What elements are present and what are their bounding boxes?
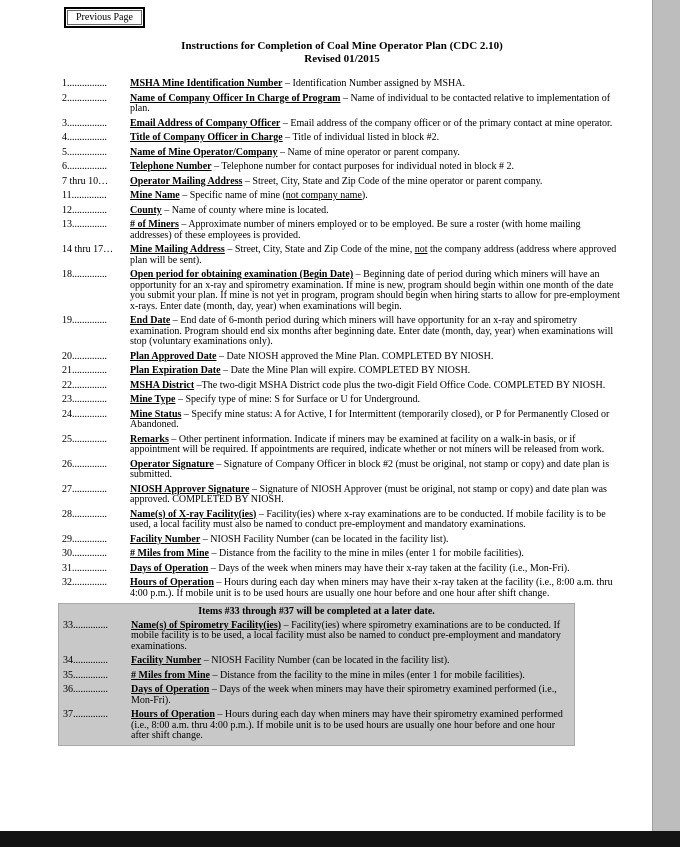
item-text bbox=[130, 206, 622, 217]
instruction-item bbox=[62, 220, 622, 241]
item-description: – Identification Number assigned by MSHA. bbox=[282, 78, 465, 89]
item-term: Hours of Operation bbox=[130, 577, 214, 588]
item-number: 5................ bbox=[62, 147, 107, 158]
item-text bbox=[130, 352, 622, 363]
document-subtitle: Revised 01/2015 bbox=[304, 53, 380, 65]
item-text bbox=[130, 316, 622, 348]
item-term: Operator Mailing Address bbox=[130, 175, 243, 187]
instruction-item bbox=[62, 485, 622, 506]
item-description: – Other pertinent information. Indicate if miners may be examined at facility on a walk-in basis, or if appointment will be required. If appointments are required, indicate whether or not miners will be released from work. bbox=[130, 433, 605, 455]
instruction-list bbox=[62, 79, 622, 599]
item-term: Mine Mailing Address bbox=[130, 244, 225, 255]
item-term: Telephone Number bbox=[130, 161, 212, 172]
item-number: 3................ bbox=[62, 118, 107, 129]
item-text bbox=[130, 578, 622, 599]
item-term: Facility Number bbox=[131, 655, 202, 666]
instruction-item bbox=[63, 621, 570, 653]
item-term: End Date bbox=[130, 315, 171, 326]
item-description: ). bbox=[361, 190, 368, 201]
item-description: – Days of the week when miners may have their x-ray taken at the facility (i.e., Mon-Fri). bbox=[208, 562, 570, 574]
instruction-item bbox=[62, 564, 622, 575]
item-text bbox=[130, 133, 622, 144]
item-term: Name of Mine Operator/Company bbox=[130, 146, 278, 158]
instruction-item bbox=[62, 206, 622, 217]
item-term: # of Miners bbox=[130, 219, 179, 230]
item-number: 6................ bbox=[62, 162, 107, 172]
item-number: 20.............. bbox=[62, 351, 107, 362]
item-term: Hours of Operation bbox=[131, 709, 215, 720]
item-text bbox=[130, 177, 622, 188]
instruction-item bbox=[62, 191, 622, 202]
item-description: – Specific name of mine ( bbox=[179, 190, 286, 201]
item-number: 33.............. bbox=[63, 620, 108, 631]
item-term: # Miles from Mine bbox=[130, 548, 209, 559]
item-number: 30.............. bbox=[62, 549, 107, 559]
item-number: 22.............. bbox=[62, 380, 107, 391]
item-number: 11.............. bbox=[62, 191, 107, 201]
item-description: – End date of 6-month period during which miners will have opportunity for an x-ray and spirometry examination. Program should end six months after beginning date. Enter date (month, day, year) when examinations will stop (voluntary examinations only). bbox=[130, 315, 614, 347]
item-description: – Name of county where mine is located. bbox=[161, 204, 329, 216]
previous-page-button[interactable] bbox=[64, 7, 145, 28]
item-term: Mine Type bbox=[130, 394, 176, 405]
item-number: 19.............. bbox=[62, 316, 107, 326]
item-number: 12.............. bbox=[62, 205, 107, 216]
item-text bbox=[130, 381, 622, 392]
item-term: Email Address of Company Officer bbox=[130, 117, 281, 129]
right-gutter bbox=[652, 0, 680, 847]
instruction-item bbox=[62, 435, 622, 456]
instruction-item bbox=[62, 177, 622, 188]
instruction-item bbox=[62, 549, 622, 560]
item-number: 26.............. bbox=[62, 459, 107, 470]
item-term: # Miles from Mine bbox=[131, 669, 210, 681]
item-text bbox=[130, 510, 622, 531]
item-number: 32.............. bbox=[62, 578, 107, 588]
item-text bbox=[130, 148, 622, 159]
item-description: – Name of individual to be contacted relative to implementation of plan. bbox=[130, 92, 611, 114]
item-number: 24.............. bbox=[62, 409, 107, 420]
item-text bbox=[131, 656, 570, 667]
item-text bbox=[130, 435, 622, 456]
item-text bbox=[130, 564, 622, 575]
instruction-item bbox=[62, 352, 622, 363]
item-number: 18.............. bbox=[62, 270, 107, 280]
instruction-item bbox=[63, 656, 570, 667]
item-description: – Specify mine status: A for Active, I for Intermittent (temporarily closed), or P for Permanently Closed or Abandoned. bbox=[130, 408, 610, 430]
item-number: 27.............. bbox=[62, 484, 107, 495]
item-number: 25.............. bbox=[62, 434, 107, 445]
item-term: MSHA District bbox=[130, 379, 195, 391]
item-term: Mine Name bbox=[130, 190, 180, 201]
item-description: – Approximate number of miners employed or to be employed. Be sure a roster (with home mailing addresses) of these employees is provided. bbox=[130, 219, 581, 241]
item-description: – Date the Mine Plan will expire. COMPLETED BY NIOSH. bbox=[220, 365, 471, 376]
item-term: Name of Company Officer In Charge of Program bbox=[130, 92, 341, 104]
instruction-item bbox=[62, 535, 622, 546]
item-term: Remarks bbox=[130, 433, 169, 445]
item-term: Name(s) of X-ray Facility(ies) bbox=[130, 508, 257, 520]
instruction-item bbox=[63, 685, 570, 706]
item-text bbox=[131, 671, 570, 682]
item-description: – Email address of the company officer or of the primary contact at mine operator. bbox=[280, 117, 613, 129]
item-number: 7 thru 10… bbox=[62, 176, 109, 187]
item-term: Operator Signature bbox=[130, 458, 214, 470]
item-number: 34.............. bbox=[63, 656, 108, 666]
item-text bbox=[130, 395, 622, 406]
item-term: Open period for obtaining examination (Begin Date) bbox=[130, 269, 354, 280]
item-text bbox=[131, 685, 570, 706]
item-term: Days of Operation bbox=[130, 562, 209, 574]
item-number: 21.............. bbox=[62, 366, 107, 376]
item-number: 29.............. bbox=[62, 534, 107, 545]
item-term: Days of Operation bbox=[131, 684, 210, 695]
item-text bbox=[130, 245, 622, 266]
item-description: –The two-digit MSHA District code plus the two-digit Field Office Code. COMPLETED BY NIOSH. bbox=[194, 379, 606, 391]
item-number: 4................ bbox=[62, 133, 107, 143]
instruction-item bbox=[62, 245, 622, 266]
document-body bbox=[62, 79, 622, 746]
item-description: not company name bbox=[285, 190, 362, 201]
document-title: Instructions for Completion of Coal Mine Operator Plan (CDC 2.10) bbox=[181, 40, 503, 52]
instruction-item bbox=[62, 119, 622, 130]
item-text bbox=[131, 710, 570, 742]
item-description: – NIOSH Facility Number (can be located in the facility list). bbox=[200, 533, 449, 545]
item-text bbox=[130, 366, 622, 377]
item-text bbox=[130, 79, 622, 90]
item-term: Plan Expiration Date bbox=[130, 365, 221, 376]
item-term: Facility Number bbox=[130, 533, 201, 545]
item-number: 35.............. bbox=[63, 670, 108, 681]
instruction-item bbox=[62, 578, 622, 599]
item-text bbox=[130, 270, 622, 312]
item-description: – Facility(ies) where x-ray examinations are to be conducted. If mobile facility is to be used, a local facility must also be named to conduct pre-employment and mandatory examinations. bbox=[130, 508, 606, 530]
previous-page-button-label[interactable]: Previous Page bbox=[67, 10, 142, 25]
instruction-item bbox=[62, 270, 622, 312]
item-text bbox=[130, 220, 622, 241]
item-text bbox=[130, 549, 622, 560]
item-number: 36.............. bbox=[63, 685, 108, 695]
item-text bbox=[130, 460, 622, 481]
item-text bbox=[130, 191, 622, 202]
item-term: NIOSH Approver Signature bbox=[130, 483, 250, 495]
item-text bbox=[130, 410, 622, 431]
instruction-item bbox=[62, 410, 622, 431]
item-description: – Distance from the facility to the mine in miles (enter 1 for mobile facilities). bbox=[208, 548, 524, 559]
item-description: not bbox=[414, 244, 428, 255]
instruction-item bbox=[62, 162, 622, 173]
item-description: – Facility(ies) where spirometry examinations are to be conducted. If mobile facility is to be used, a local facility must also be named to conduct pre-employment and mandatory examinations. bbox=[131, 619, 561, 652]
item-term: MSHA Mine Identification Number bbox=[130, 78, 283, 89]
item-term: County bbox=[130, 204, 162, 216]
instruction-item bbox=[62, 148, 622, 159]
item-number: 23.............. bbox=[62, 395, 107, 405]
instruction-item bbox=[62, 79, 622, 90]
item-term: Mine Status bbox=[130, 408, 182, 420]
item-description: the company address (address where approved plan will be sent). bbox=[130, 244, 617, 266]
item-description: – Beginning date of period during which miners will have an opportunity for an x-ray and spirometry examination. If mine is new, program should begin within one month of the date you submit your plan. If mine is not yet in program, program should begin when hiring starts to allow for pre-employment x-rays. Enter date (month, day, year) when examinations will begin. bbox=[130, 269, 620, 312]
item-number: 1................ bbox=[62, 79, 107, 89]
item-text bbox=[130, 162, 622, 173]
instruction-item bbox=[62, 395, 622, 406]
item-number: 31.............. bbox=[62, 563, 107, 574]
item-text bbox=[130, 94, 622, 115]
item-description: – Distance from the facility to the mine in miles (enter 1 for mobile facilities). bbox=[209, 669, 525, 681]
item-description: – Signature of NIOSH Approver (must be original, not stamp or copy) and date plan was approved. COMPLETED BY NIOSH. bbox=[130, 483, 607, 505]
instruction-item bbox=[63, 671, 570, 682]
instruction-item bbox=[62, 510, 622, 531]
item-description: – Hours during each day when miners may have their spirometry examined performed (i.e., 8:00 a.m. thru 4:00 p.m.). If mobile unit is to be used hours are usually one hour before and one hour after shift change. bbox=[131, 709, 563, 741]
item-description: – Days of the week when miners may have their spirometry examined performed (i.e., Mon-Fri). bbox=[131, 684, 557, 706]
item-number: 13.............. bbox=[62, 220, 107, 230]
later-date-notice: Items #33 through #37 will be completed at a later date. bbox=[198, 606, 435, 617]
item-text bbox=[130, 535, 622, 546]
later-items-section bbox=[58, 603, 575, 746]
instruction-item bbox=[62, 381, 622, 392]
item-description: – Specify type of mine: S for Surface or U for Underground. bbox=[175, 394, 420, 405]
item-number: 28.............. bbox=[62, 509, 107, 520]
item-term: Plan Approved Date bbox=[130, 350, 217, 362]
item-number: 37.............. bbox=[63, 710, 108, 720]
instruction-item bbox=[62, 94, 622, 115]
instruction-item bbox=[62, 366, 622, 377]
later-items-list bbox=[63, 621, 570, 742]
item-description: – Street, City, State and Zip Code of the mine operator or parent company. bbox=[242, 175, 543, 187]
item-description: – Name of mine operator or parent company. bbox=[277, 146, 460, 158]
item-number: 2................ bbox=[62, 93, 107, 104]
instruction-item bbox=[62, 133, 622, 144]
item-description: – Street, City, State and Zip Code of the mine, bbox=[224, 244, 415, 255]
item-description: – Title of individual listed in block #2. bbox=[282, 132, 440, 143]
item-description: – Hours during each day when miners may have their x-ray taken at the facility (i.e., 8:00 a.m. thru 4:00 p.m.). If mobile unit is to be used hours are usually one hour before and one hour after shift change. bbox=[130, 577, 613, 599]
item-term: Title of Company Officer in Charge bbox=[130, 132, 283, 143]
item-description: – Date NIOSH approved the Mine Plan. COMPLETED BY NIOSH. bbox=[216, 350, 494, 362]
item-description: – NIOSH Facility Number (can be located in the facility list). bbox=[201, 655, 450, 666]
instruction-item bbox=[63, 710, 570, 742]
item-description: – Signature of Company Officer in block #2 (must be original, not stamp or copy) and date plan is submitted. bbox=[130, 458, 610, 480]
instruction-item bbox=[62, 460, 622, 481]
item-text bbox=[130, 485, 622, 506]
item-text bbox=[131, 621, 570, 653]
item-text bbox=[130, 119, 622, 130]
item-number: 14 thru 17… bbox=[62, 245, 114, 255]
item-term: Name(s) of Spirometry Facility(ies) bbox=[131, 619, 282, 631]
bottom-bar bbox=[0, 831, 680, 847]
item-description: – Telephone number for contact purposes for individual noted in block # 2. bbox=[211, 161, 514, 172]
instruction-item bbox=[62, 316, 622, 348]
